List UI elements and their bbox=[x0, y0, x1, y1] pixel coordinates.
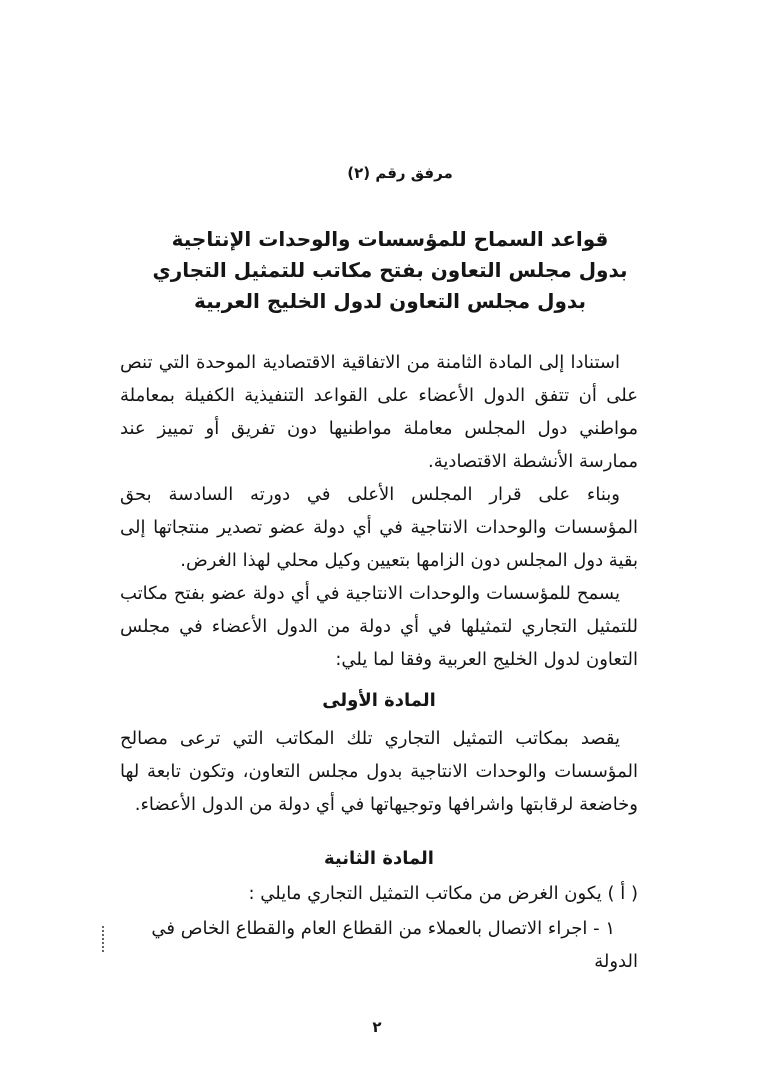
article-two-item-1-text: ١ - اجراء الاتصال بالعملاء من القطاع العام والقطاع الخاص في الدولة bbox=[151, 918, 638, 972]
preamble-section bbox=[120, 346, 638, 676]
attachment-number-label: مرفق رقم (٢) bbox=[347, 164, 453, 182]
article-two-heading: المادة الثانية bbox=[324, 848, 434, 869]
title-line-3: بدول مجلس التعاون لدول الخليج العربية bbox=[194, 289, 586, 313]
article-two-item-1 bbox=[120, 912, 638, 978]
page-number: ٢ bbox=[372, 1018, 382, 1036]
title-line-1: قواعد السماح للمؤسسات والوحدات الإنتاجية bbox=[171, 227, 609, 251]
preamble-paragraph-3: يسمح للمؤسسات والوحدات الانتاجية في أي دولة عضو بفتح مكاتب للتمثيل التجاري لتمثيلها في أي دولة من الدول الأعضاء في مجلس التعاون لدول الخليج العربية وفقا لما يلي: bbox=[120, 583, 638, 670]
article-two-item-a bbox=[120, 877, 638, 910]
article-one-paragraph: يقصد بمكاتب التمثيل التجاري تلك المكاتب التي ترعى مصالح المؤسسات والوحدات الانتاجية بدول مجلس التعاون، وتكون تابعة لها وخاضعة لرقابتها واشرافها وتوجيهاتها في أي دولة من الدول الأعضاء. bbox=[120, 728, 638, 815]
scan-artifact-mark bbox=[102, 926, 104, 952]
article-one-section bbox=[120, 722, 638, 821]
preamble-paragraph-2: وبناء على قرار المجلس الأعلى في دورته السادسة بحق المؤسسات والوحدات الانتاجية في أي دولة عضو تصدير منتجاتها إلى بقية دول المجلس دون الزامها بتعيين وكيل محلي لهذا الغرض. bbox=[120, 484, 638, 571]
title-line-2: بدول مجلس التعاون بفتح مكاتب للتمثيل التجاري bbox=[152, 258, 628, 282]
article-two-item-a-text: ( أ ) يكون الغرض من مكاتب التمثيل التجاري مايلي : bbox=[248, 883, 638, 904]
preamble-paragraph-1: استنادا إلى المادة الثامنة من الاتفاقية الاقتصادية الموحدة التي تنص على أن تتفق الدول الأعضاء على القواعد التنفيذية الكفيلة بمعاملة مواطني دول المجلس معاملة مواطنيها دون تفريق أو تمييز عند ممارسة الأنشطة الاقتصادية. bbox=[120, 352, 638, 472]
article-one-heading: المادة الأولى bbox=[322, 690, 436, 711]
document-title bbox=[22, 224, 758, 317]
